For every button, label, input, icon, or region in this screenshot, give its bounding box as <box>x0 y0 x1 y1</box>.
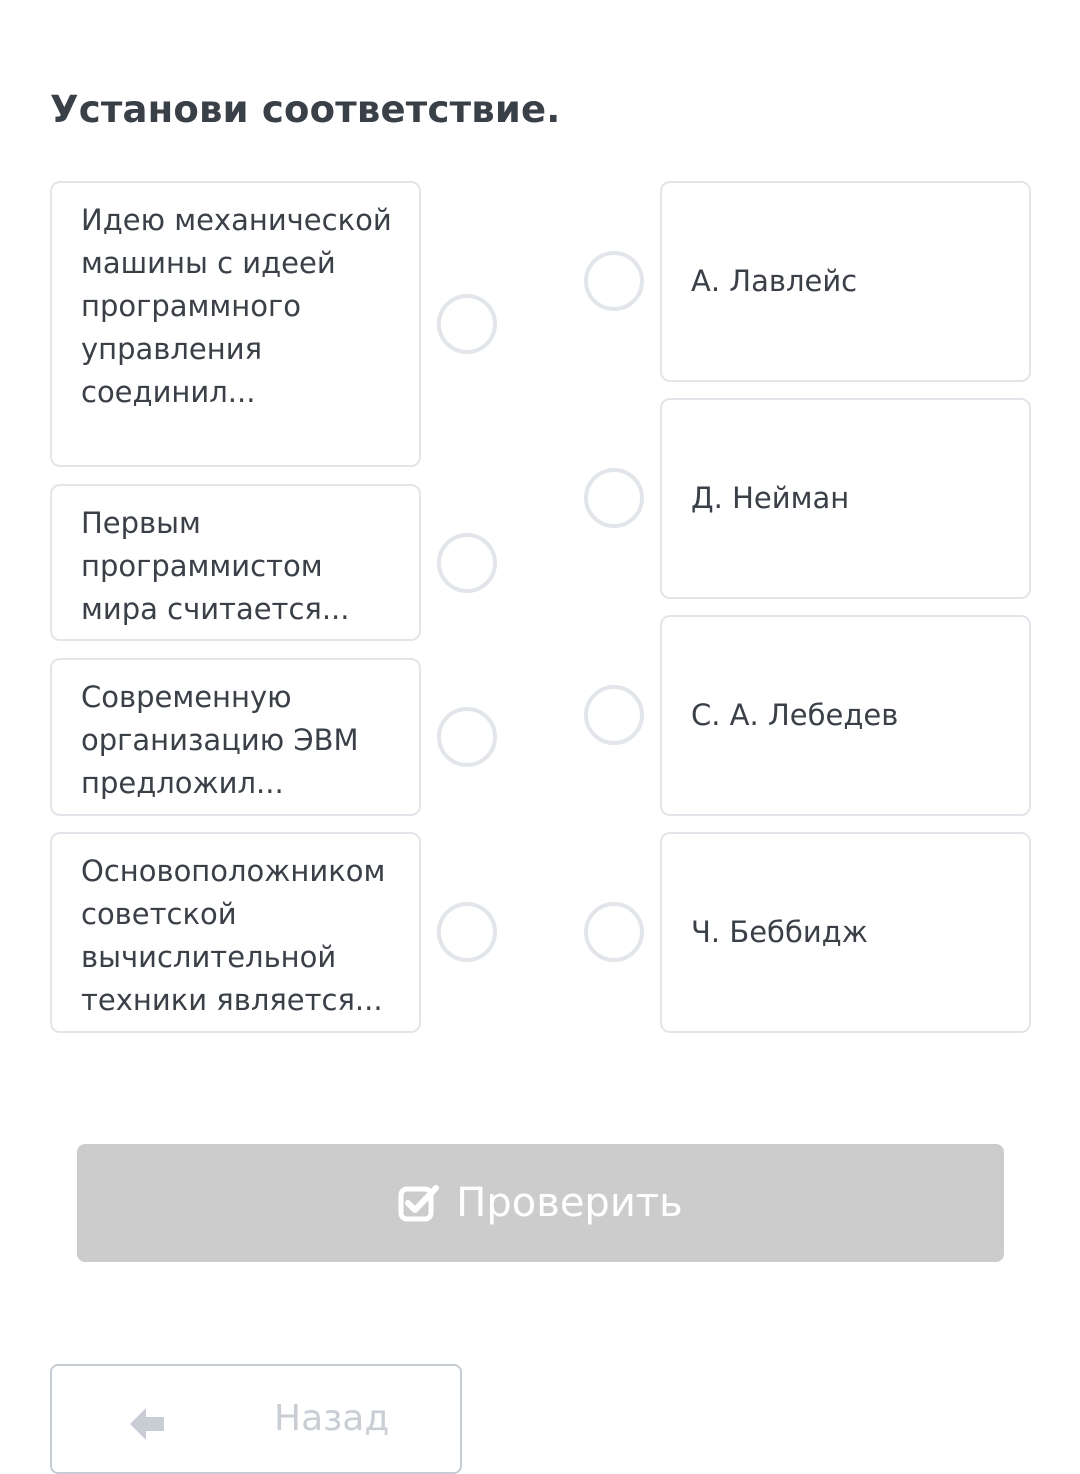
left-item-card[interactable] <box>50 181 421 467</box>
back-button-label: Назад <box>274 1398 390 1439</box>
right-item-text: Ч. Беббидж <box>691 915 868 949</box>
left-item-text: Основоположником советской вычислительной техники является... <box>81 854 386 1017</box>
left-connector-dot[interactable] <box>437 533 497 593</box>
right-connector-dot[interactable] <box>584 685 644 745</box>
right-item-text: Д. Нейман <box>691 481 850 515</box>
left-item-text: Современную организацию ЭВМ предложил... <box>81 680 359 800</box>
right-item-card[interactable] <box>660 398 1031 599</box>
check-button[interactable] <box>77 1144 1004 1262</box>
left-connector-dot[interactable] <box>437 902 497 962</box>
left-item-text: Первым программистом мира считается... <box>81 506 350 626</box>
left-connector-dot[interactable] <box>437 294 497 354</box>
checkbox-check-icon <box>398 1184 440 1222</box>
right-item-card[interactable] <box>660 615 1031 816</box>
right-connector-dot[interactable] <box>584 902 644 962</box>
check-button-label: Проверить <box>456 1180 683 1226</box>
left-connector-dot[interactable] <box>437 707 497 767</box>
arrow-left-icon <box>124 1404 168 1448</box>
right-connector-dot[interactable] <box>584 468 644 528</box>
back-button[interactable] <box>50 1364 462 1474</box>
left-item-card[interactable] <box>50 658 421 816</box>
left-item-text: Идею механической машины с идеей программного управления соединил... <box>81 203 392 409</box>
left-item-card[interactable] <box>50 484 421 641</box>
right-item-text: С. А. Лебедев <box>691 698 899 732</box>
task-title: Установи соответствие. <box>50 88 561 131</box>
right-item-card[interactable] <box>660 181 1031 382</box>
right-item-text: А. Лавлейс <box>691 264 858 298</box>
right-item-card[interactable] <box>660 832 1031 1033</box>
right-connector-dot[interactable] <box>584 251 644 311</box>
left-item-card[interactable] <box>50 832 421 1033</box>
